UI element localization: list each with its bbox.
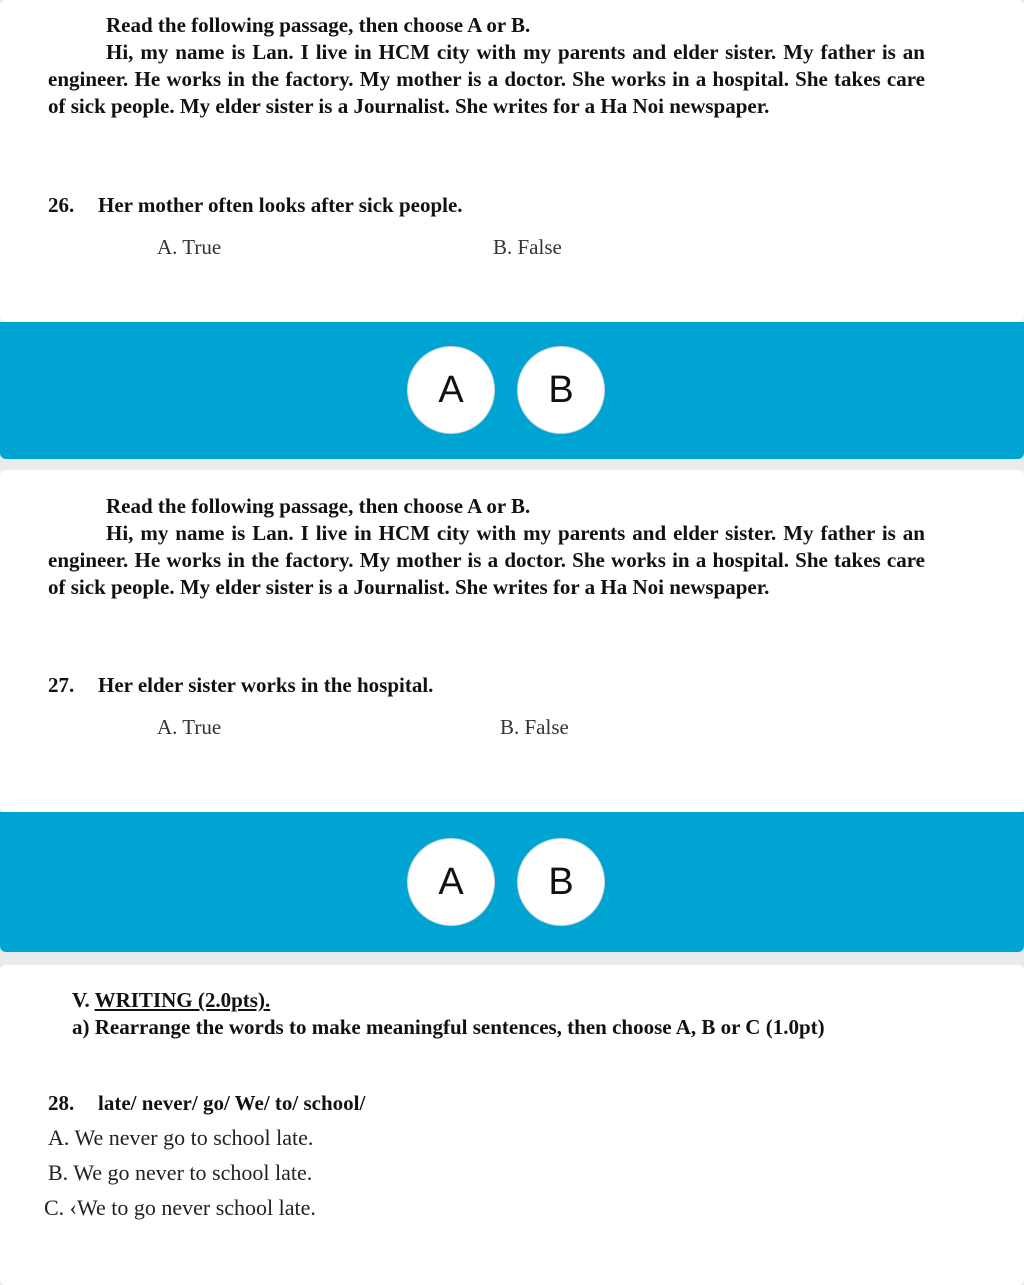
option-a-label: A. True <box>157 715 222 739</box>
passage-text: Hi, my name is Lan. I live in HCM city with my parents and elder sister. My father is an engineer. He works in the factory. My mother is a doctor. She works in a hospital. She takes care of sick people. My elder sister is a Journalist. She writes for a Ha Noi newspaper. <box>48 40 925 118</box>
passage-block <box>48 493 925 601</box>
question-card-26 <box>0 0 1024 322</box>
answer-bar-27 <box>0 812 1024 952</box>
answer-bar-26 <box>0 322 1024 459</box>
writing-card <box>0 965 1024 1285</box>
option-a-label: A. We never go to school late. <box>48 1125 314 1150</box>
passage-instruction: Read the following passage, then choose A or B. <box>106 494 531 518</box>
answer-a-button[interactable]: A <box>407 346 495 434</box>
option-b-label: B. False <box>493 235 562 259</box>
question-number: 26. <box>48 193 75 217</box>
question-text: late/ never/ go/ We/ to/ school/ <box>98 1091 366 1115</box>
passage-block <box>48 12 925 120</box>
section-number: V. <box>72 988 90 1012</box>
question-26 <box>48 193 463 218</box>
writing-heading <box>72 988 270 1013</box>
answer-a-button[interactable]: A <box>407 838 495 926</box>
option-c-label: C. ‹We to go never school late. <box>44 1195 316 1220</box>
question-number: 28. <box>48 1091 75 1115</box>
option-a-label: A. True <box>157 235 222 259</box>
question-27 <box>48 673 433 698</box>
question-28 <box>48 1091 365 1116</box>
answer-b-button[interactable]: B <box>517 346 605 434</box>
question-number: 27. <box>48 673 75 697</box>
option-b-label: B. We go never to school late. <box>48 1160 313 1185</box>
passage-instruction: Read the following passage, then choose A or B. <box>106 13 531 37</box>
question-card-27 <box>0 470 1024 812</box>
answer-b-button[interactable]: B <box>517 838 605 926</box>
section-title: WRITING (2.0pts). <box>94 988 271 1012</box>
question-text: Her mother often looks after sick people. <box>98 193 463 217</box>
passage-text: Hi, my name is Lan. I live in HCM city with my parents and elder sister. My father is an engineer. He works in the factory. My mother is a doctor. She works in a hospital. She takes care of sick people. My elder sister is a Journalist. She writes for a Ha Noi newspaper. <box>48 521 925 599</box>
option-b-label: B. False <box>500 715 569 739</box>
writing-instruction: a) Rearrange the words to make meaningful sentences, then choose A, B or C (1.0pt) <box>72 1015 825 1039</box>
question-text: Her elder sister works in the hospital. <box>98 673 434 697</box>
